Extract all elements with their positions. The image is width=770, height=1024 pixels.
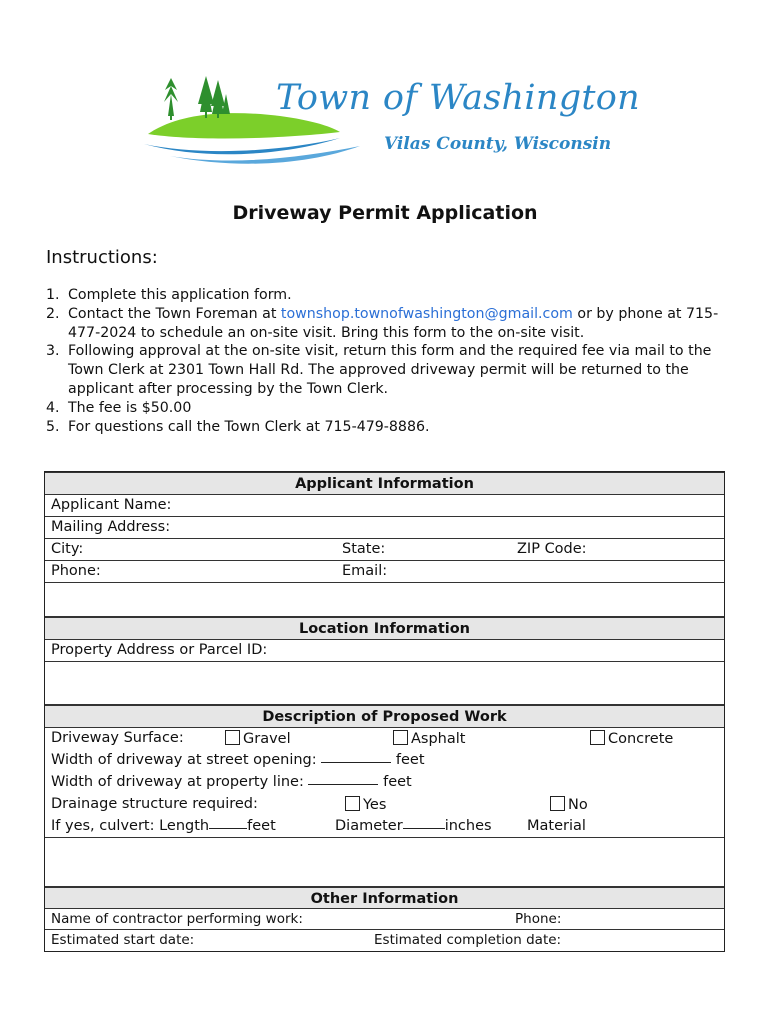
instruction-item: 5. For questions call the Town Clerk at 715-479-8886. (46, 418, 430, 435)
applicant-name-row[interactable] (45, 495, 724, 517)
property-address-label: Property Address or Parcel ID: (51, 642, 268, 658)
width-property-label: Width of driveway at property line: feet (51, 774, 412, 790)
drainage-label: Drainage structure required: (51, 796, 258, 812)
culvert-diameter-label: Diameter inches (335, 818, 492, 834)
completion-date-label: Estimated completion date: (374, 932, 562, 948)
zip-label: ZIP Code: (517, 541, 587, 557)
width-street-label: Width of driveway at street opening: feet (51, 752, 425, 768)
work-blank-row (45, 838, 724, 887)
drainage-no-option[interactable]: No (550, 796, 588, 813)
width-street-field[interactable] (321, 762, 391, 763)
width-property-field[interactable] (308, 784, 378, 785)
work-details (45, 728, 724, 838)
county-name: Vilas County, Wisconsin (384, 134, 612, 154)
instruction-item: 3. Following approval at the on-site visit, return this form and the required fee via mail to the Town Clerk at 2301 Town Hall Rd. The approved driveway permit will be returned to the applicant after processing by the Town Clerk. (46, 343, 712, 397)
applicant-name-label: Applicant Name: (51, 497, 172, 513)
culvert-length-label: If yes, culvert: Length feet (51, 818, 276, 834)
contractor-row[interactable] (45, 909, 724, 930)
gravel-checkbox[interactable] (225, 730, 240, 745)
start-date-label: Estimated start date: (51, 932, 195, 948)
asphalt-checkbox[interactable] (393, 730, 408, 745)
other-section-header: Other Information (45, 887, 724, 909)
mailing-address-row[interactable] (45, 517, 724, 539)
dates-row[interactable] (45, 930, 724, 951)
instructions-heading: Instructions: (46, 247, 158, 268)
asphalt-option[interactable]: Asphalt (393, 730, 465, 747)
instruction-item: 4. The fee is $50.00 (46, 399, 192, 416)
city-state-zip-row[interactable] (45, 539, 724, 561)
instruction-item: 2. Contact the Town Foreman at townshop.townofwashington@gmail.com or by phone at 715-477-2024 to schedule an on-site visit. Bring this form to the on-site visit. (46, 305, 719, 341)
gravel-option[interactable]: Gravel (225, 730, 291, 747)
city-label: City: (51, 541, 84, 557)
culvert-material-label: Material (527, 818, 586, 834)
drainage-yes-option[interactable]: Yes (345, 796, 386, 813)
location-blank-row (45, 662, 724, 705)
contractor-label: Name of contractor performing work: (51, 911, 303, 927)
instructions-list (46, 286, 736, 436)
concrete-checkbox[interactable] (590, 730, 605, 745)
town-name: Town of Washington (276, 78, 640, 118)
property-address-row[interactable] (45, 640, 724, 662)
contractor-phone-label: Phone: (515, 911, 562, 927)
culvert-length-field[interactable] (209, 828, 247, 829)
foreman-email-link[interactable]: townshop.townofwashington@gmail.com (280, 305, 573, 322)
email-label: Email: (342, 563, 388, 579)
location-section-header: Location Information (45, 617, 724, 640)
work-section-header: Description of Proposed Work (45, 705, 724, 728)
mailing-address-label: Mailing Address: (51, 519, 171, 535)
phone-email-row[interactable] (45, 561, 724, 583)
concrete-option[interactable]: Concrete (590, 730, 673, 747)
no-checkbox[interactable] (550, 796, 565, 811)
applicant-blank-row (45, 583, 724, 617)
page-title: Driveway Permit Application (232, 202, 538, 224)
phone-label: Phone: (51, 563, 101, 579)
state-label: State: (342, 541, 386, 557)
culvert-diameter-field[interactable] (403, 828, 445, 829)
applicant-section-header: Applicant Information (45, 472, 724, 495)
instruction-item: 1. Complete this application form. (46, 287, 292, 303)
yes-checkbox[interactable] (345, 796, 360, 811)
driveway-surface-label: Driveway Surface: (51, 730, 184, 746)
